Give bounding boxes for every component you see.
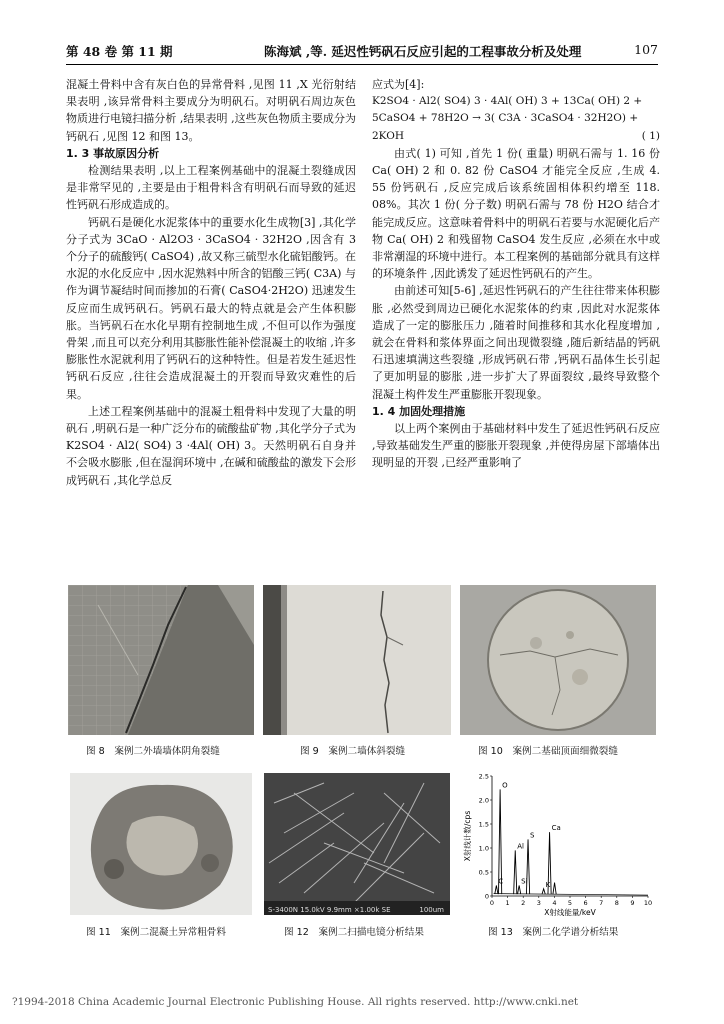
x-tick-label: 9 <box>630 899 635 907</box>
peak-label: Ca <box>551 824 561 833</box>
y-axis-label: X射线计数/cps <box>463 810 472 862</box>
foundation-core-image <box>460 585 656 735</box>
paragraph: 以上两个案例由于基础材料中发生了延迟性钙矾石反应 ,导致基础发生严重的膨胀开裂现象 ,并使得房屋下部墙体出现明显的开裂 ,已经严重影响了 <box>372 422 660 470</box>
figure-10-photo <box>460 585 656 735</box>
abnormal-aggregate-image <box>70 773 252 915</box>
copyright-footer: ?1994-2018 China Academic Journal Electronic Publishing House. All rights reserved. http://www.cnki.net <box>12 996 579 1008</box>
article-running-title: 陈海斌 ,等. 延迟性钙矾石反应引起的工程事故分析及处理 <box>264 44 582 59</box>
sem-image <box>264 773 450 915</box>
paragraph: 钙矾石是硬化水泥浆体中的重要水化生成物[3] ,其化学分子式为 3CaO · Al2O3 · 3CaSO4 · 32H2O ,因含有 3 个分子的硫酸钙( CaSO4) ,故又称三硫型水化硫铝酸钙。在水泥的水化反应中 ,因水泥熟料中所含的铝酸三钙( C3A) 与作为调节凝结时间而掺加的石膏( CaSO4·2H2O) 迅速发生反应而生成钙矾石。钙矾石最大的特点就是会产生体积膨胀。当钙矾石在水化早期有控制地生成 ,不但可以作为强度骨架 ,而且可以充分利用其膨胀性能补偿混凝土的收缩 ,许多膨胀性水泥就利用了钙矾石的这种特性。但是若发生延迟性钙矾石反应 ,往往会造成混凝土的开裂而导致灾难性的后果。 <box>66 215 356 401</box>
x-tick-label: 5 <box>567 899 573 907</box>
figure-8-caption: 图 8 案例二外墙墙体阴角裂缝 <box>86 746 220 757</box>
x-tick-label: 0 <box>489 899 495 907</box>
spectrum-peak <box>542 889 545 894</box>
section-heading: 1. 4 加固处理措施 <box>372 404 466 418</box>
wall-diagonal-crack-image <box>263 585 451 735</box>
running-header <box>66 40 658 62</box>
equation-line: 2KOH <box>372 129 405 142</box>
peak-label: C <box>498 877 504 886</box>
equation-1 <box>372 93 660 145</box>
figure-10-caption: 图 10 案例二基础顶面细微裂缝 <box>478 746 618 757</box>
sem-info-label: S-3400N 15.0kV 9.9mm ×1.00k SE <box>268 906 391 914</box>
y-tick-label: 1.5 <box>478 820 489 829</box>
figure-9-photo <box>263 585 451 735</box>
x-tick-label: 8 <box>614 899 619 907</box>
paragraph: 由前述可知[5-6] ,延迟性钙矾石的产生往往带来体积膨胀 ,必然受到周边已硬化水泥浆体的约束 ,因此对水泥浆体造成了一定的膨胀压力 ,随着时间推移和其水化程度增加 ,就会在骨料和浆体界面之间出现微裂缝 ,随后新结晶的钙矾石迅速填满这些裂缝 ,形成钙矾石带 ,钙矾石晶体生长引起了更加明显的膨胀 ,进一步扩大了界面裂纹 ,最终导致整个混凝土构件发生严重膨胀开裂现象。 <box>372 284 660 401</box>
eds-spectrum <box>462 770 652 920</box>
peak-label: Al <box>517 842 524 851</box>
figure-13-caption: 图 13 案例二化学谱分析结果 <box>488 927 619 938</box>
y-tick-label: 1.0 <box>478 844 489 853</box>
y-tick-label: 0.5 <box>478 868 489 877</box>
spectrum-peak <box>553 883 556 895</box>
x-tick-label: 10 <box>643 899 652 907</box>
paragraph: 上述工程案例基础中的混凝土粗骨料中发现了大量的明矾石 ,明矾石是一种广泛分布的硫酸盐矿物 ,其化学分子式为 K2SO4 · Al2( SO4) 3 ·4Al( OH) 3。天然明矾石自身并不会吸水膨胀 ,但在湿润环境中 ,在碱和硫酸盐的激发下会形成钙矾石 ,其化学总反 <box>66 404 356 487</box>
section-heading: 1. 3 事故原因分析 <box>66 146 160 160</box>
x-tick-label: 1 <box>505 899 510 907</box>
paragraph: 由式( 1) 可知 ,首先 1 份( 重量) 明矾石需与 1. 16 份 Ca( OH) 2 和 0. 82 份 CaSO4 才能完全反应 ,生成 4. 55 份钙矾石 ,反应完成后该系统固相体积约增至 118. 08%。其次 1 份( 分子数) 明矾石需与 78 份 H2O 结合才能完成反应。这意味着骨料中的明矾石若要与水泥硬化后产物 Ca( OH) 2 和残留物 CaSO4 发生反应 ,必须在水中或非常潮湿的环境中进行。本工程案例的基础部分就具有这样的环境条件 ,因此诱发了延迟性钙矾石的产生。 <box>372 146 660 281</box>
figure-12-photo <box>264 773 450 915</box>
figure-9-caption: 图 9 案例二墙体斜裂缝 <box>300 746 406 757</box>
peak-label: K <box>545 880 551 889</box>
spectrum-peak <box>518 885 521 894</box>
spectrum-peak <box>514 850 517 894</box>
x-tick-label: 3 <box>536 899 541 907</box>
figure-13-chart <box>462 770 652 920</box>
y-ticks <box>479 773 492 901</box>
y-tick-label: 0 <box>484 892 489 901</box>
peak-label: S <box>530 831 535 840</box>
paragraph: 检测结果表明 ,以上工程案例基础中的混凝土裂缝成因是非常罕见的 ,主要是由于粗骨料含有明矾石而导致的延迟性钙矾石形成造成的。 <box>66 164 356 212</box>
x-tick-label: 6 <box>583 899 588 907</box>
spectrum-peaks <box>495 781 561 894</box>
y-tick-label: 2.5 <box>478 772 489 781</box>
x-tick-label: 7 <box>599 899 604 907</box>
y-tick-label: 2.0 <box>478 796 489 805</box>
figure-11-photo <box>70 773 252 915</box>
paragraph: 混凝土骨料中含有灰白色的异常骨料 ,见图 11 ,X 光衍射结果表明 ,该异常骨料主要成分为明矾石。对明矾石周边灰色物质进行电镜扫描分析 ,结果表明 ,这些灰色物质主要成分为钙矾石 ,见图 12 和图 13。 <box>66 78 356 143</box>
equation-line: 5CaSO4 + 78H2O → 3( C3A · 3CaSO4 · 32H2O) + <box>372 112 639 125</box>
header-rule <box>66 64 658 65</box>
x-tick-label: 2 <box>521 899 526 907</box>
wall-corner-crack-image <box>68 585 254 735</box>
figure-12-caption: 图 12 案例二扫描电镜分析结果 <box>284 927 424 938</box>
peak-label: O <box>502 781 508 790</box>
equation-line: K2SO4 · Al2( SO4) 3 · 4Al( OH) 3 + 13Ca( OH) 2 + <box>372 95 643 108</box>
equation-number: ( 1) <box>641 129 660 142</box>
peak-label: Si <box>521 877 528 886</box>
x-axis-label: X射线能量/keV <box>544 908 596 917</box>
spectrum-peak <box>495 885 498 894</box>
journal-issue: 第 48 卷 第 11 期 <box>66 44 173 59</box>
left-column <box>66 76 356 489</box>
right-column <box>372 76 660 472</box>
sem-scale-bar: 100um <box>419 906 444 914</box>
figure-11-caption: 图 11 案例二混凝土异常粗骨料 <box>86 927 226 938</box>
page-number: 107 <box>634 42 658 57</box>
paragraph: 应式为[4]: <box>372 78 425 91</box>
figure-8-photo <box>68 585 254 735</box>
spectrum-peak <box>526 839 529 894</box>
x-tick-label: 4 <box>552 899 557 907</box>
x-ticks <box>490 896 652 907</box>
